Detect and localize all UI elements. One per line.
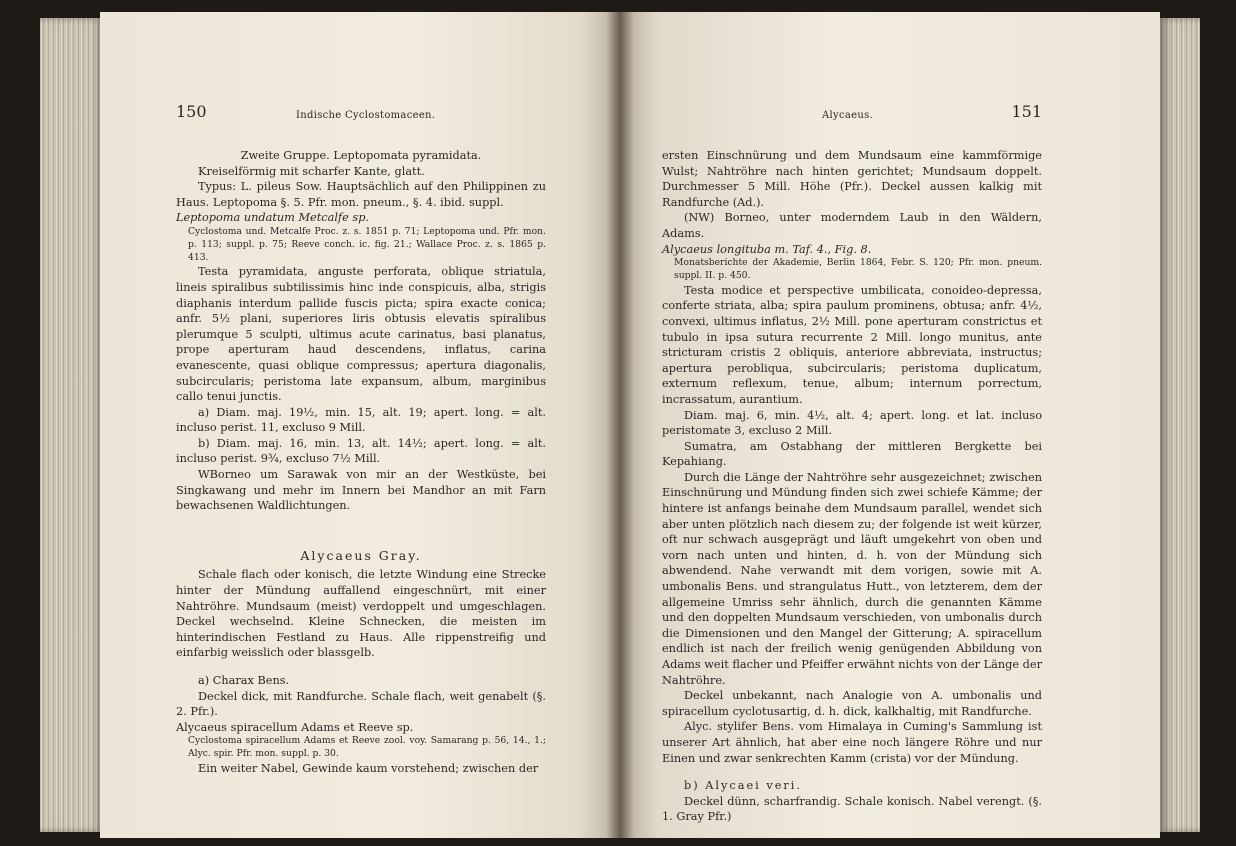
description: Testa modice et perspective umbilicata, conoideo-depressa, conferte striata, alba; spira paulum prominens, obtusa; anfr. 4½, convexi, ultimus inflatus, 2½ Mill. pone aperturam constrictus et tubulo in ipsa sutura recurrente 2 Mill. longo munitus, ante stricturam cristis 2 obliquis, anteriore abbreviata, instructus; apertura perobliqua, subcircularis; peristoma duplicatum, externum reflexum, tenue, album; internum porrectum, incrassatum, aurantium. <box>662 283 1042 406</box>
left-page-content <box>176 104 546 777</box>
open-book <box>40 12 1200 838</box>
subgroup-heading: a) Charax Bens. <box>198 674 290 688</box>
species-heading: Leptopoma undatum Metcalfe sp. <box>176 211 370 225</box>
right-page-content <box>662 104 1042 825</box>
paragraph: Kreiselförmig mit scharfer Kante, glatt. <box>198 164 425 178</box>
subgroup-heading: b) Alycaei veri. <box>684 779 803 793</box>
book-gutter <box>606 12 634 838</box>
paragraph: Ein weiter Nabel, Gewinde kaum vorstehend; zwischen der <box>198 761 539 775</box>
description: Testa pyramidata, anguste perforata, oblique striatula, lineis spiralibus subtilissimis hinc inde conspicuis, alba, strigis diaphanis interdum pallide fuscis picta; spira exacte conica; anfr. 5½ plani, superiores liris obtusis elevatis spiralibus plerumque 5 sculpti, ultimus acute carinatus, basi planatus, prope aperturam haud descendens, inflatus, carina evanescente, quasi oblique compressus; apertura diagonalis, subcircularis; peristoma late expansum, album, marginibus callo tenui junctis. <box>176 265 546 404</box>
left-running-head <box>176 104 546 128</box>
citation: Cyclostoma spiracellum Adams et Reeve zool. voy. Samarang p. 56, 14., 1.; Alyc. spir. Pfr. mon. suppl. p. 30. <box>188 735 546 760</box>
citation: Cyclostoma und. Metcalfe Proc. z. s. 1851 p. 71; Leptopoma und. Pfr. mon. p. 113; suppl. p. 75; Reeve conch. ic. fig. 21.; Wallace Proc. z. s. 1865 p. 413. <box>188 225 546 263</box>
genus-heading: Alycaeus Gray. <box>300 547 422 563</box>
left-page <box>100 12 620 838</box>
locality: (NW) Borneo, unter moderndem Laub in den Wäldern, Adams. <box>662 211 1042 240</box>
paragraph: ersten Einschnürung und dem Mundsaum eine kammförmige Wulst; Nahtröhre nach hinten gerichtet; Mundsaum doppelt. Durchmesser 5 Mill. Höhe (Pfr.). Deckel aussen kalkig mit Randfurche (Ad.). <box>662 149 1042 209</box>
species-heading: Alycaeus longituba m. Taf. 4., Fig. 8. <box>662 242 872 256</box>
paragraph: Deckel unbekannt, nach Analogie von A. umbonalis und spiracellum cyclotusartig, d. h. dick, kalkhaltig, mit Randfurche. <box>662 689 1042 718</box>
running-title: Alycaeus. <box>822 110 874 121</box>
locality: WBorneo um Sarawak von mir an der Westküste, bei Singkawang und mehr im Innern bei Mandhor an mit Farn bewachsenen Waldlichtungen. <box>176 468 546 513</box>
paragraph: Alyc. stylifer Bens. vom Himalaya in Cuming's Sammlung ist unserer Art ähnlich, hat aber eine noch längere Röhre und nur Einen und zwar senkrechten Kamm (crista) vor der Mündung. <box>662 720 1042 765</box>
running-title: Indische Cyclostomaceen. <box>296 110 436 121</box>
measurement: Diam. maj. 6, min. 4½, alt. 4; apert. long. et lat. incluso peristomate 3, excluso 2 Mill. <box>662 408 1042 438</box>
paragraph: Typus: L. pileus Sow. Hauptsächlich auf den Philippinen zu Haus. Leptopoma §. 5. Pfr. mon. pneum., §. 4. ibid. suppl. <box>176 180 546 209</box>
page-number: 151 <box>1011 102 1042 121</box>
species-heading: Alycaeus spiracellum Adams et Reeve sp. <box>176 720 414 734</box>
citation: Monatsberichte der Akademie, Berlin 1864, Febr. S. 120; Pfr. mon. pneum. suppl. II. p. 450. <box>674 257 1042 281</box>
genus-description: Schale flach oder konisch, die letzte Windung eine Strecke hinter der Mündung auffallend eingeschnürt, mit einer Nahtröhre. Mundsaum (meist) verdoppelt und umgeschlagen. Deckel wechselnd. Kleine Schnecken, die meisten im hinterindischen Festland zu Haus. Alle rippenstreifig und einfarbig weisslich oder blassgelb. <box>176 568 546 660</box>
paragraph: Deckel dünn, scharfrandig. Schale konisch. Nabel verengt. (§. 1. Gray Pfr.) <box>662 794 1042 824</box>
locality: Sumatra, am Ostabhang der mittleren Bergkette bei Kepahiang. <box>662 439 1042 469</box>
measurement: b) Diam. maj. 16, min. 13, alt. 14½; apert. long. = alt. incluso perist. 9¾, excluso 7½ Mill. <box>176 436 546 466</box>
right-page <box>620 12 1160 838</box>
paragraph: Deckel dick, mit Randfurche. Schale flach, weit genabelt (§. 2. Pfr.). <box>176 689 546 719</box>
group-heading: Zweite Gruppe. Leptopomata pyramidata. <box>240 149 482 162</box>
page-edges-left <box>40 18 104 832</box>
page-edges-right <box>1160 18 1200 832</box>
right-running-head <box>662 104 1042 128</box>
measurement: a) Diam. maj. 19½, min. 15, alt. 19; apert. long. = alt. incluso perist. 11, excluso 9 Mill. <box>176 405 546 435</box>
paragraph: Durch die Länge der Nahtröhre sehr ausgezeichnet; zwischen Einschnürung und Mündung finden sich zwei schiefe Kämme; der hintere ist anfangs beinahe dem Mundsaum parallel, wendet sich aber unten plötzlich nach diesem zu; der folgende ist weit kürzer, oft nur schwach ausgeprägt und läuft umgekehrt von oben und vorn nach unten und hinten, d. h. von der Mündung sich abwendend. Nahe verwandt mit dem vorigen, sowie mit A. umbonalis Bens. und strangulatus Hutt., von letzterem, dem der allgemeine Umriss sehr ähnlich, durch die genannten Kämme und den doppelten Mundsaum verschieden, von umbonalis durch die Dimensionen und den Mangel der Gitterung; A. spiracellum endlich ist nach der freilich wenig genügenden Abbildung von Adams weit flacher und Pfeiffer erwähnt nichts von der Länge der Nahtröhre. <box>662 470 1042 687</box>
page-number: 150 <box>176 102 207 121</box>
